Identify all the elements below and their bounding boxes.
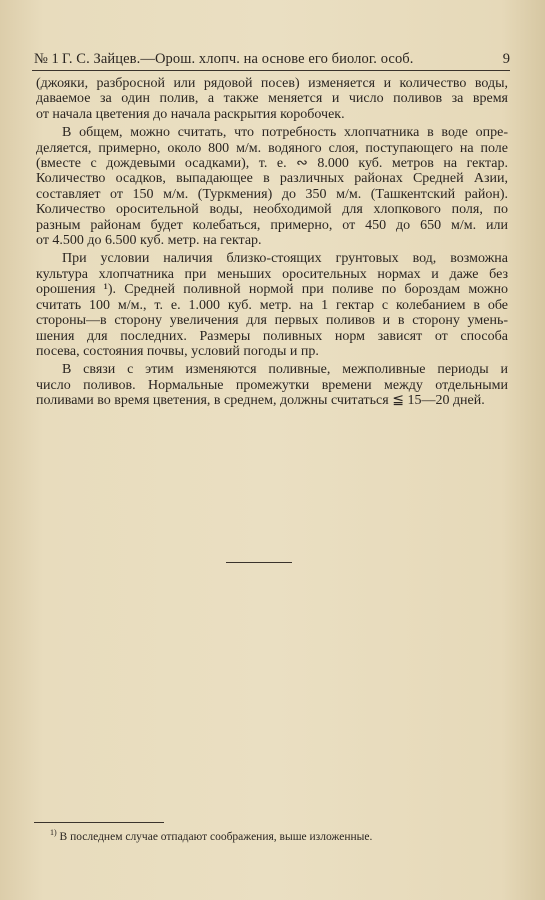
text-line: число поливов. Нормальные промежутки времени между отдельными bbox=[36, 377, 508, 393]
text-line: шения для последних. Размеры поливных норм зависят от способа bbox=[36, 328, 508, 344]
text-line: культура хлопчатника при меньших оросительных нормах и даже без bbox=[36, 266, 508, 282]
text-line: В общем, можно считать, что потребность хлопчатника в воде опре- bbox=[62, 125, 508, 141]
text-line: Количество осадков, выпадающее в различных районах Средней Азии, bbox=[36, 171, 508, 187]
paragraph-4 bbox=[36, 362, 508, 409]
footnote-rule bbox=[34, 822, 164, 823]
section-end-rule bbox=[226, 562, 292, 563]
text-line: составляет от 150 м/м. (Туркмения) до 350 м/м. (Ташкентский район). bbox=[36, 186, 508, 202]
issue-number: № 1 bbox=[34, 51, 59, 67]
running-header bbox=[34, 50, 510, 68]
paragraph-2 bbox=[36, 125, 508, 249]
text-line: При условии наличия близко-стоящих грунтовых вод, возможна bbox=[62, 251, 508, 267]
text-line: Количество оросительной воды, необходимой для хлопкового поля, по bbox=[36, 202, 508, 218]
text-line: (джояки, разбросной или рядовой посев) изменяется и количество воды, bbox=[36, 76, 508, 91]
text-line: от 4.500 до 6.500 куб. метр. на гектар. bbox=[36, 233, 262, 249]
text-line: разным районам будет колебаться, примерно, от 450 до 650 м/м. или bbox=[36, 217, 508, 233]
body-text bbox=[36, 76, 508, 412]
footnote-marker: 1) bbox=[50, 828, 57, 838]
text-line: орошения ¹). Средней поливной нормой при поливе по бороздам можно bbox=[36, 282, 508, 298]
text-line: даваемое за один полив, а также меняется и число поливов за время bbox=[36, 91, 508, 107]
text-line: деляется, примерно, около 800 м/м. водяного слоя, поступающего на поле bbox=[36, 140, 508, 156]
running-title: Г. С. Зайцев.—Орош. хлопч. на основе его биолог. особ. bbox=[62, 51, 414, 67]
text-line: В связи с этим изменяются поливные, межполивные периоды и bbox=[62, 362, 508, 378]
paragraph-3 bbox=[36, 251, 508, 359]
paragraph-1 bbox=[36, 76, 508, 122]
header-rule bbox=[32, 70, 510, 71]
footnote bbox=[50, 830, 450, 844]
text-line: поливами во время цветения, в среднем, должны считаться ≦ 15—20 дней. bbox=[36, 393, 485, 409]
text-line: посева, состояния почвы, условий погоды и пр. bbox=[36, 343, 319, 359]
text-line: считать 100 м/м., т. е. 1.000 куб. метр. на 1 гектар с колебанием в обе bbox=[36, 297, 508, 313]
footnote-text: В последнем случае отпадают соображения, выше изложенные. bbox=[59, 831, 373, 843]
text-line: от начала цветения до начала раскрытия коробочек. bbox=[36, 106, 345, 122]
page-number: 9 bbox=[502, 51, 510, 67]
text-line: (вместе с дождевыми осадками), т. е. ∾ 8.000 куб. метров на гектар. bbox=[36, 156, 508, 172]
text-line: стороны—в сторону увеличения для первых поливов и в сторону умень- bbox=[36, 313, 508, 329]
